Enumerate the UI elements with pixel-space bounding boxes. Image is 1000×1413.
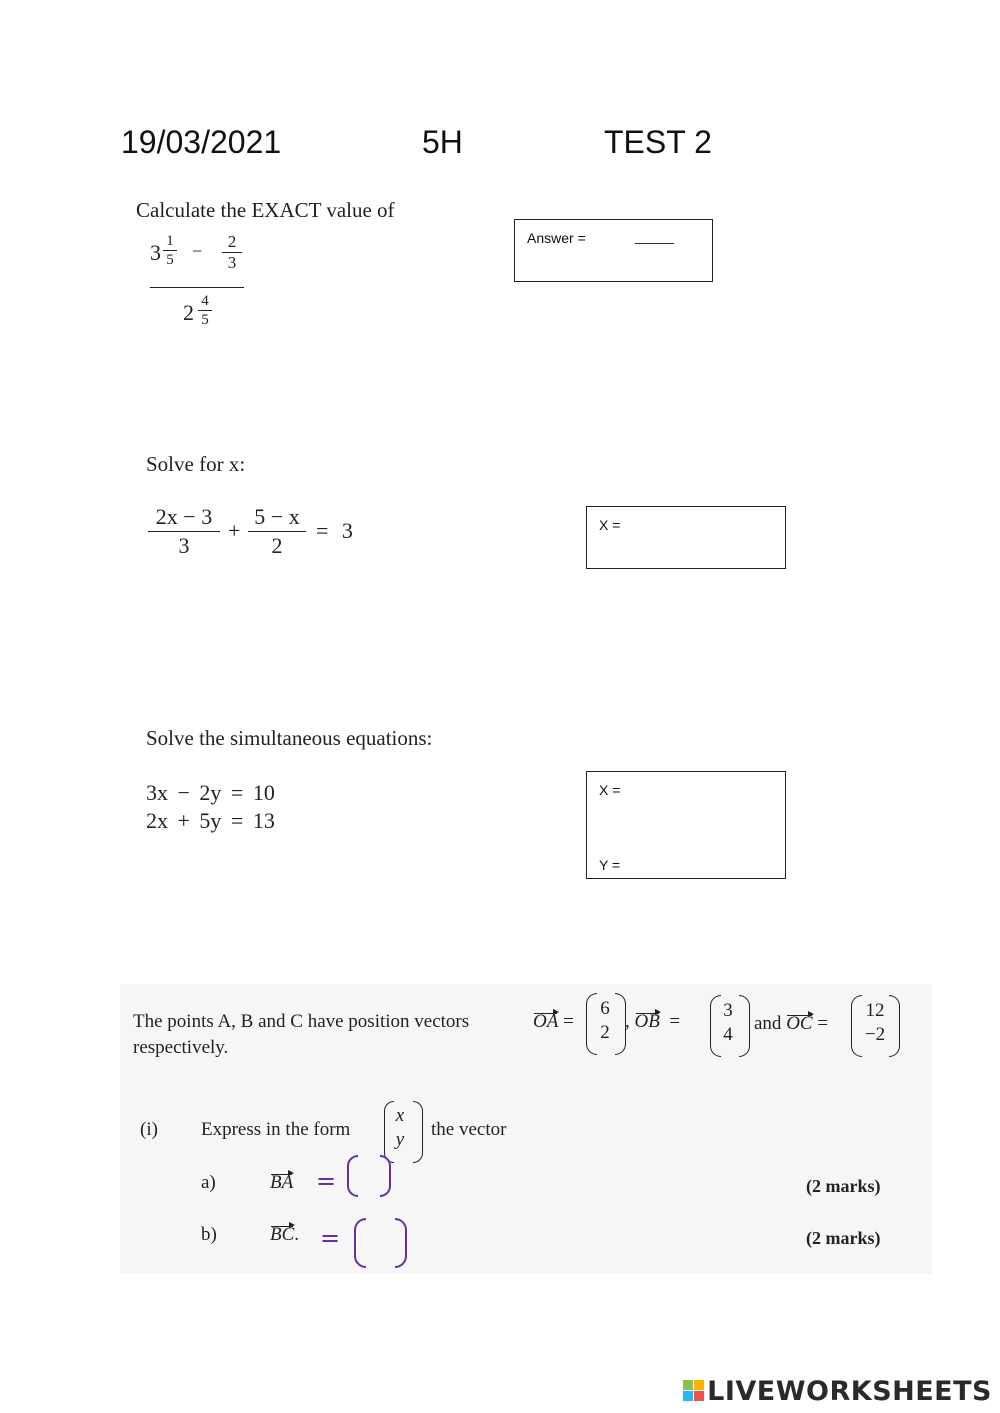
q4-respectively: respectively.	[133, 1037, 229, 1058]
q1-whole3: 2	[183, 300, 194, 325]
q4-oa-label: OA	[533, 1011, 559, 1032]
q4-marks-a: (2 marks)	[806, 1176, 881, 1196]
q1-answer-label: Answer =	[527, 230, 586, 246]
q4-a-handwritten-paren-right	[380, 1155, 391, 1197]
q4-oc-label: OC	[786, 1013, 813, 1034]
q4-a-handwritten-paren-left	[347, 1155, 358, 1197]
q4-oa-top: 6	[600, 998, 610, 1019]
q4-b-label: b)	[201, 1224, 217, 1245]
q4-ob-top: 3	[723, 1000, 733, 1021]
q4-b-handwritten-paren-left	[354, 1218, 366, 1268]
q1-den2: 3	[227, 253, 237, 272]
q1-answer-blank: _____	[635, 228, 674, 244]
q4-a-vec-wrap	[270, 1172, 293, 1194]
q4-oc-vector	[858, 999, 892, 1047]
q2-prompt	[146, 452, 245, 477]
q4-a-vec: BA	[270, 1172, 294, 1193]
liveworksheets-logo	[683, 1376, 992, 1407]
q2-answer-label: X =	[599, 517, 621, 533]
q3-y-label: Y =	[599, 857, 621, 873]
q1-main-fraction-bar	[150, 287, 244, 288]
q4-ob-label: OB	[634, 1011, 660, 1032]
q4-a-label: a)	[201, 1172, 216, 1193]
q4-intro: The points A, B and C have position vectors	[133, 1011, 470, 1032]
q3-x-label: X =	[599, 782, 621, 798]
q3-answer-box	[586, 771, 786, 879]
q3-y-input[interactable]	[629, 852, 778, 878]
q4-b-vec: BC	[270, 1224, 295, 1245]
q2-prompt-text: Solve for x:	[146, 452, 246, 476]
q4-part-i: (i)	[140, 1119, 158, 1140]
q1-den3: 5	[201, 312, 209, 328]
q1-num1: 1	[166, 233, 174, 249]
q1-whole1: 3	[150, 240, 161, 265]
q1-frac1	[163, 232, 177, 269]
q4-oc-paren-right	[889, 995, 900, 1057]
q4-ob-bottom: 4	[723, 1024, 733, 1045]
q4-oa-bottom: 2	[600, 1022, 610, 1043]
q1-answer-box	[514, 219, 713, 282]
q1-prompt: Calculate the EXACT value of	[136, 198, 395, 222]
liveworksheets-brand: LIVEWORKSHEETS	[707, 1376, 992, 1407]
q2-plus: +	[228, 518, 241, 543]
q4-oc: and OC =	[754, 1013, 829, 1034]
q2-frac2-num: 5 − x	[254, 504, 300, 529]
q4-oa-vector	[594, 997, 616, 1045]
q4-oc-bottom: −2	[864, 1024, 886, 1045]
q4-form-paren-right	[413, 1101, 423, 1163]
q4-and: and	[754, 1013, 782, 1034]
header-class: 5H	[422, 124, 463, 160]
q4-oa: OA =	[533, 1011, 574, 1032]
q1-num3: 4	[201, 293, 209, 309]
q4-marks-b: (2 marks)	[806, 1228, 881, 1248]
q2-frac1	[148, 503, 220, 560]
q1-num2: 2	[227, 232, 237, 251]
q1-frac3	[198, 292, 212, 329]
q4-ob-paren-right	[739, 995, 750, 1057]
header-test: TEST 2	[604, 124, 712, 160]
q4-b-handwritten-equals: =	[320, 1224, 341, 1252]
q2-frac2-den: 2	[271, 533, 283, 558]
q2-equals: = 3	[316, 518, 353, 543]
q1-frac2	[222, 232, 242, 273]
q2-x-input[interactable]	[629, 513, 778, 539]
q2-frac1-den: 3	[178, 533, 190, 558]
q1-minus: −	[192, 241, 203, 261]
q4-ob: , OB =	[625, 1011, 681, 1032]
q4-express: Express in the form	[201, 1119, 351, 1140]
q3-x-input[interactable]	[629, 778, 778, 804]
liveworksheets-logo-icon	[683, 1380, 705, 1402]
q2-frac2	[248, 503, 306, 560]
q1-den1: 5	[166, 252, 174, 268]
q4-a-handwritten-equals: =	[316, 1167, 337, 1195]
q4-b-answer-input[interactable]	[366, 1226, 398, 1258]
q4-form-vector	[391, 1104, 409, 1152]
q3-eq1: 3x − 2y = 10	[146, 780, 275, 805]
header-date: 19/03/2021	[121, 124, 282, 160]
q4-form-top: x	[395, 1105, 405, 1126]
q4-form-bottom: y	[395, 1129, 405, 1150]
q4-b-vec-wrap: BC.	[270, 1224, 300, 1245]
q4-b-handwritten-paren-right	[395, 1218, 407, 1268]
q2-answer-box	[586, 506, 786, 569]
q4-the-vector: the vector	[431, 1119, 507, 1140]
q4-ob-vector	[717, 999, 739, 1047]
q2-frac1-num: 2x − 3	[155, 504, 213, 529]
q1-answer-input[interactable]	[527, 252, 706, 276]
q1-mixed1	[150, 240, 161, 266]
q3-eq2: 2x + 5y = 13	[146, 808, 275, 833]
q3-prompt: Solve the simultaneous equations:	[146, 726, 433, 750]
q4-oc-top: 12	[865, 1000, 885, 1021]
